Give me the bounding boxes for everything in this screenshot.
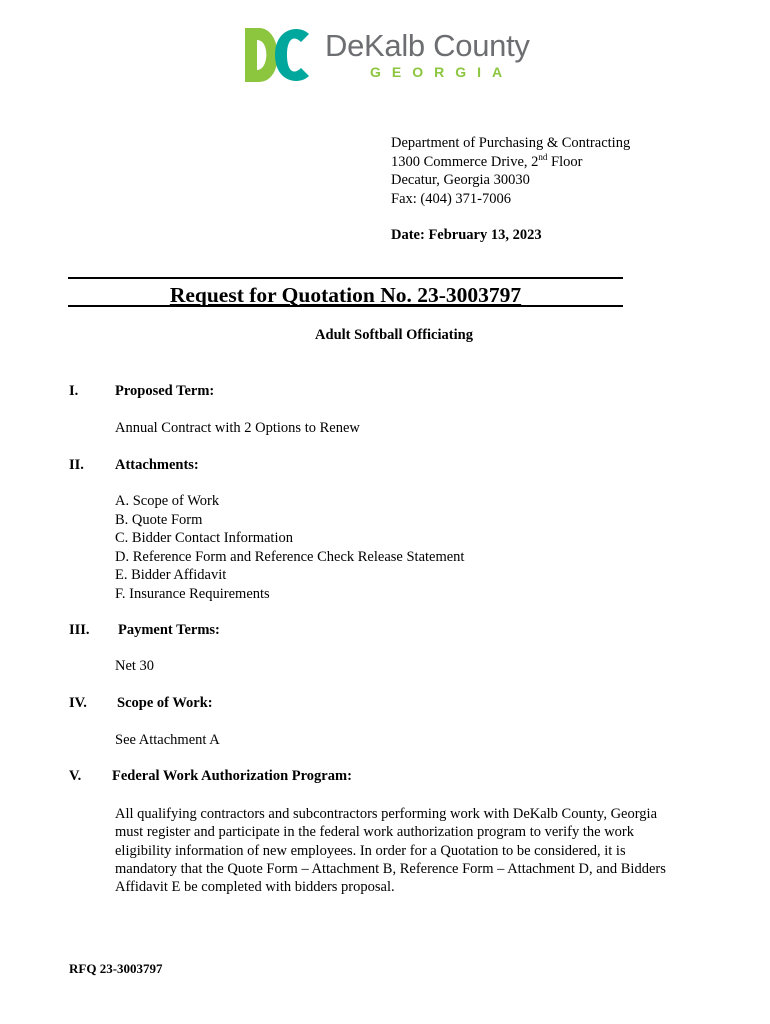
section-number: III. xyxy=(69,622,90,638)
address-street: 1300 Commerce Drive, 2nd Floor xyxy=(391,151,583,170)
section-heading-attachments: Attachments: xyxy=(115,457,199,473)
attachments-list xyxy=(115,492,464,603)
logo-county-name: DeKalb County xyxy=(325,28,530,63)
proposed-term-text: Annual Contract with 2 Options to Renew xyxy=(115,420,360,436)
section-heading-federal-work-authorization: Federal Work Authorization Program: xyxy=(112,768,352,784)
address-department: Department of Purchasing & Contracting xyxy=(391,135,631,151)
section-heading-proposed-term: Proposed Term: xyxy=(115,383,215,399)
dekalb-county-logo xyxy=(243,26,563,88)
section-number: V. xyxy=(69,768,82,784)
dc-monogram-icon xyxy=(243,26,311,84)
paragraph-line: Affidavit E be completed with bidders proposal. xyxy=(115,879,395,896)
scope-of-work-text: See Attachment A xyxy=(115,732,220,748)
section-heading-payment-terms: Payment Terms: xyxy=(118,622,220,638)
section-number: II. xyxy=(69,457,84,473)
paragraph-line: must register and participate in the federal work authorization program to verify the work xyxy=(115,824,634,841)
address-fax: Fax: (404) 371-7006 xyxy=(391,190,512,207)
list-item: D. Reference Form and Reference Check Release Statement xyxy=(115,548,465,565)
address-city: Decatur, Georgia 30030 xyxy=(391,172,530,188)
paragraph-line: All qualifying contractors and subcontractors performing work with DeKalb County, Georgia xyxy=(115,806,658,822)
document-date: Date: February 13, 2023 xyxy=(391,227,542,243)
title-bottom-rule xyxy=(68,305,623,307)
section-heading-scope-of-work: Scope of Work: xyxy=(117,695,213,711)
payment-terms-text: Net 30 xyxy=(115,658,155,674)
list-item: E. Bidder Affidavit xyxy=(115,567,227,583)
document-title: Request for Quotation No. 23-3003797 xyxy=(169,283,522,307)
federal-work-authorization-paragraph xyxy=(115,805,715,896)
list-item: C. Bidder Contact Information xyxy=(115,530,293,546)
paragraph-line: eligibility information of new employees. In order for a Quotation to be considered, it is xyxy=(115,842,626,859)
department-address xyxy=(391,134,630,208)
document-subtitle: Adult Softball Officiating xyxy=(315,327,473,343)
section-number: IV. xyxy=(69,695,87,711)
list-item: A. Scope of Work xyxy=(115,493,220,509)
paragraph-line: mandatory that the Quote Form – Attachment B, Reference Form – Attachment D, and Bidders xyxy=(115,860,666,877)
page-footer-rfq-number: RFQ 23-3003797 xyxy=(69,961,163,976)
title-top-rule xyxy=(68,277,623,279)
logo-state-name: GEORGIA xyxy=(370,64,514,80)
section-number: I. xyxy=(69,383,79,399)
list-item: B. Quote Form xyxy=(115,511,203,528)
list-item: F. Insurance Requirements xyxy=(115,585,270,602)
